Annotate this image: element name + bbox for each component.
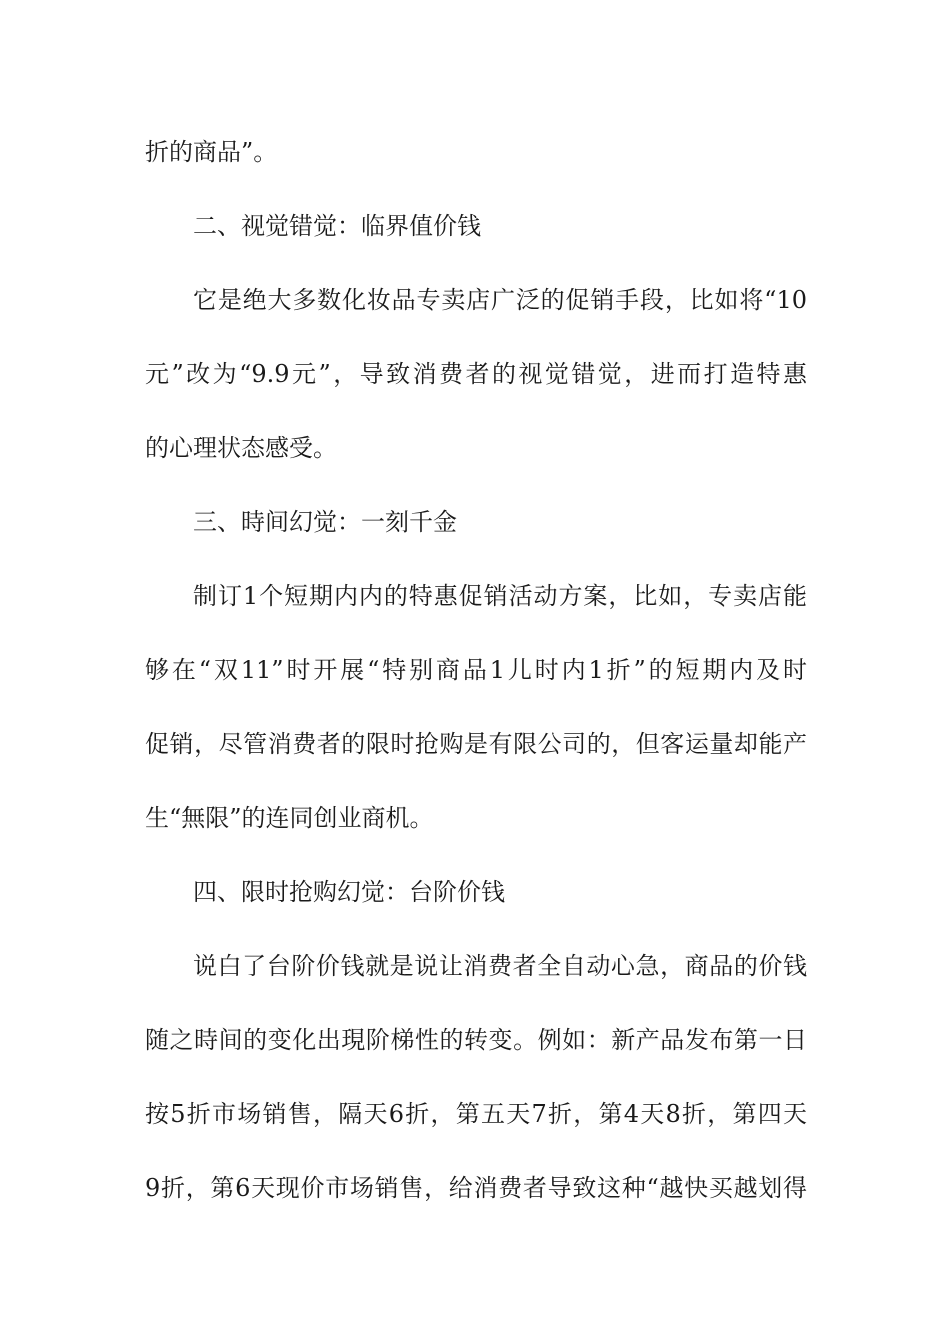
paragraph-line: 制订1个短期内内的特惠促销活动方案，比如，专卖店能 [193, 582, 807, 610]
section-heading: 三、時间幻觉：一刻千金 [193, 508, 457, 536]
paragraph-line: 的心理状态感受。 [145, 434, 337, 462]
section-heading: 二、视觉错觉：临界值价钱 [193, 212, 481, 240]
paragraph-line: 够在“双11”时开展“特别商品1儿时内1折”的短期内及时 [145, 656, 807, 684]
paragraph-line: 促销，尽管消费者的限时抢购是有限公司的，但客运量却能产 [145, 730, 807, 758]
paragraph-line: 按5折市场销售，隔天6折，第五天7折，第4天8折，第四天 [145, 1100, 807, 1128]
paragraph-line: 折的商品”。 [145, 138, 278, 166]
paragraph-line: 说白了台阶价钱就是说让消费者全自动心急，商品的价钱 [193, 952, 807, 980]
document-body [145, 128, 807, 1238]
paragraph-line: 生“無限”的连同创业商机。 [145, 804, 434, 832]
section-heading: 四、限时抢购幻觉：台阶价钱 [193, 878, 505, 906]
paragraph-line: 元”改为“9.9元”，导致消费者的视觉错觉，进而打造特惠 [145, 360, 807, 388]
paragraph-line: 随之時间的变化出現阶梯性的转变。例如：新产品发布第一日 [145, 1026, 807, 1054]
paragraph-line: 它是绝大多数化妆品专卖店广泛的促销手段，比如将“10 [193, 286, 807, 314]
paragraph-line: 9折，第6天现价市场销售，给消费者导致这种“越快买越划得 [145, 1174, 807, 1202]
